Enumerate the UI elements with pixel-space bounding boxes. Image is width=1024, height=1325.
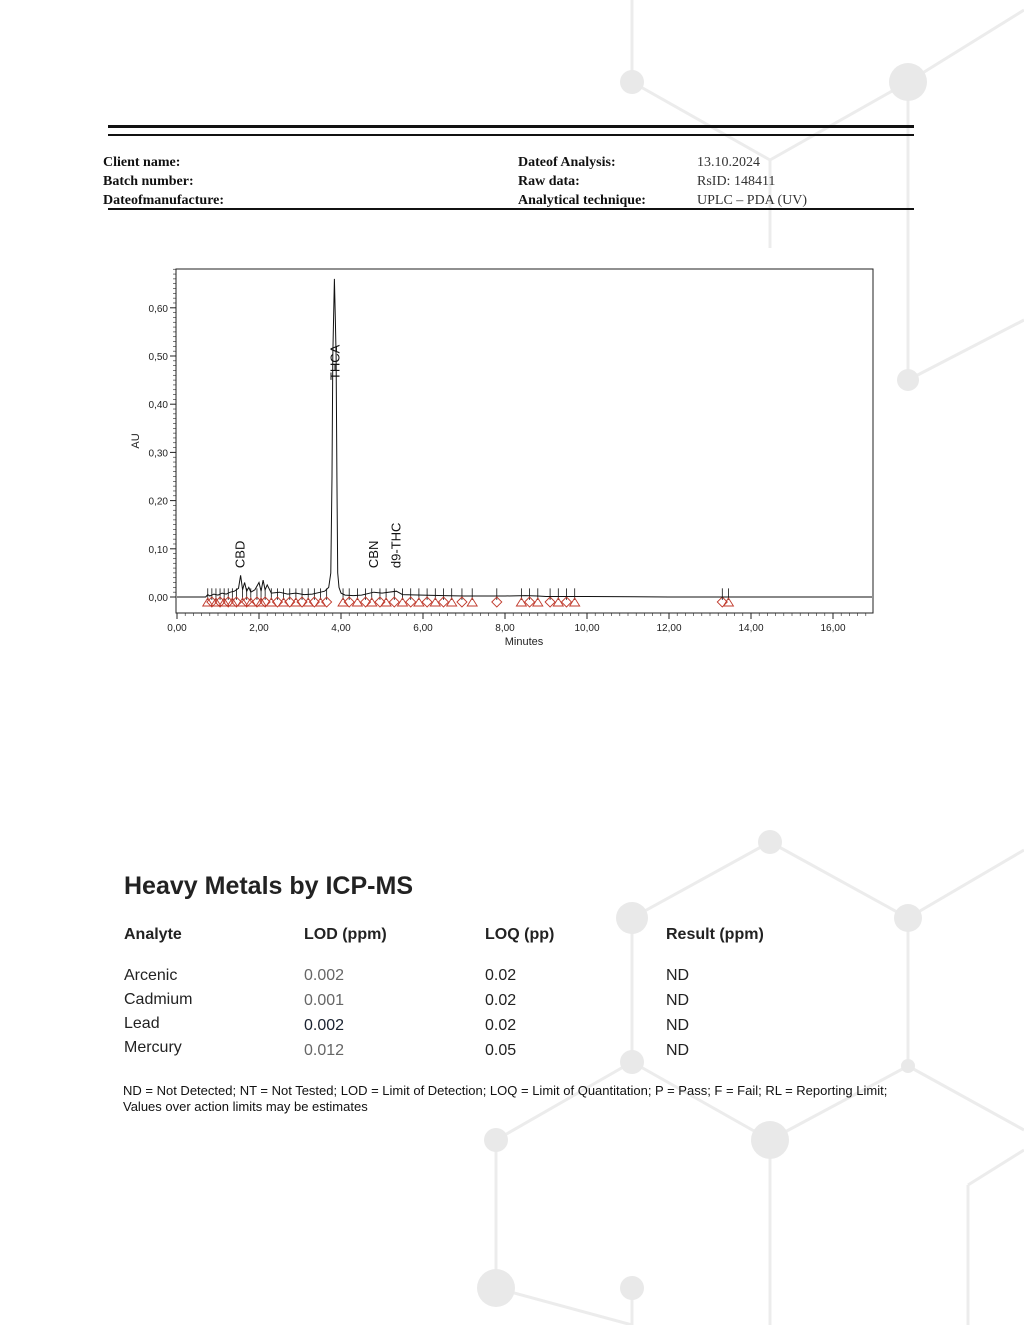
x-tick-label: 2,00 — [249, 623, 269, 634]
header-rule-top — [108, 125, 914, 128]
plot-frame — [176, 269, 873, 613]
y-tick-label: 0,00 — [148, 593, 168, 604]
y-tick-label: 0,20 — [148, 496, 168, 508]
analytical-technique-label: Analytical technique: — [518, 193, 646, 208]
x-tick-label: 0,00 — [167, 623, 187, 634]
row-analyte: Arcenic — [124, 967, 178, 984]
heavy-metals-title: Heavy Metals by ICP-MS — [124, 872, 413, 900]
row-lod: 0.002 — [304, 967, 345, 984]
batch-number-label: Batch number: — [103, 174, 194, 189]
peak-label: THCA — [327, 344, 343, 381]
analytical-technique-value: UPLC – PDA (UV) — [697, 193, 808, 208]
footnote: ND = Not Detected; NT = Not Tested; LOD = Limit of Detection; LOQ = Limit of Quantitation; P = Pass; F = Fail; RL = Reporting Limit; Values over action limits may be estimates — [123, 1083, 888, 1114]
date-of-manufacture-row — [103, 191, 224, 210]
row-loq: 0.05 — [485, 1042, 517, 1059]
row-lod: 0.012 — [304, 1042, 345, 1059]
header-analyte: Analyte — [124, 926, 182, 943]
batch-number-row — [103, 172, 224, 191]
row-analyte: Lead — [124, 1015, 160, 1032]
row-loq: 0.02 — [485, 1017, 517, 1034]
client-name-row — [103, 153, 224, 172]
row-lod: 0.002 — [304, 1017, 345, 1034]
x-tick-label: 6,00 — [413, 623, 433, 634]
row-result: ND — [666, 1017, 690, 1034]
row-result: ND — [666, 967, 690, 984]
header-rule-second — [108, 134, 914, 136]
header-info-right-values — [697, 153, 807, 210]
header-loq: LOQ (pp) — [485, 926, 555, 943]
row-result: ND — [666, 1042, 690, 1059]
header-info-right-labels — [518, 153, 646, 210]
row-analyte: Mercury — [124, 1039, 182, 1056]
peak-label: d9-THC — [388, 522, 404, 569]
x-tick-label: 8,00 — [495, 623, 515, 634]
row-loq: 0.02 — [485, 967, 517, 984]
x-tick-label: 12,00 — [656, 623, 682, 634]
date-of-analysis-label: Dateof Analysis: — [518, 155, 616, 170]
y-tick-label: 0,60 — [148, 303, 168, 315]
x-tick-label: 14,00 — [738, 623, 764, 634]
peak-label: CBN — [365, 540, 381, 569]
y-tick-label: 0,40 — [148, 400, 168, 412]
client-name-label: Client name: — [103, 155, 181, 170]
y-tick-label: 0,10 — [148, 544, 168, 556]
row-result: ND — [666, 992, 690, 1009]
row-analyte: Cadmium — [124, 991, 193, 1008]
date-of-manufacture-label: Dateofmanufacture: — [103, 193, 225, 208]
x-axis-label: Minutes — [504, 636, 544, 648]
date-of-analysis-value: 13.10.2024 — [697, 155, 760, 170]
x-tick-label: 16,00 — [820, 623, 846, 634]
raw-data-label: Raw data: — [518, 174, 580, 189]
row-loq: 0.02 — [485, 992, 517, 1009]
raw-data-value: RsID: 148411 — [697, 174, 776, 189]
header-lod: LOD (ppm) — [304, 926, 387, 943]
peak-labels — [233, 344, 404, 568]
row-lod: 0.001 — [304, 992, 345, 1009]
header-info-left — [103, 153, 224, 210]
integration-markers — [203, 588, 734, 607]
y-axis-label: AU — [130, 433, 142, 449]
chromatogram-trace — [177, 279, 872, 597]
header-result: Result (ppm) — [666, 926, 764, 943]
x-axis-ticks — [167, 613, 866, 634]
y-tick-label: 0,50 — [148, 352, 168, 363]
y-tick-label: 0,30 — [148, 448, 168, 460]
peak-label: CBD — [232, 540, 248, 569]
y-axis-ticks — [149, 269, 176, 604]
x-tick-label: 10,00 — [574, 623, 600, 634]
x-tick-label: 4,00 — [331, 623, 351, 634]
chromatogram-chart — [120, 260, 890, 660]
